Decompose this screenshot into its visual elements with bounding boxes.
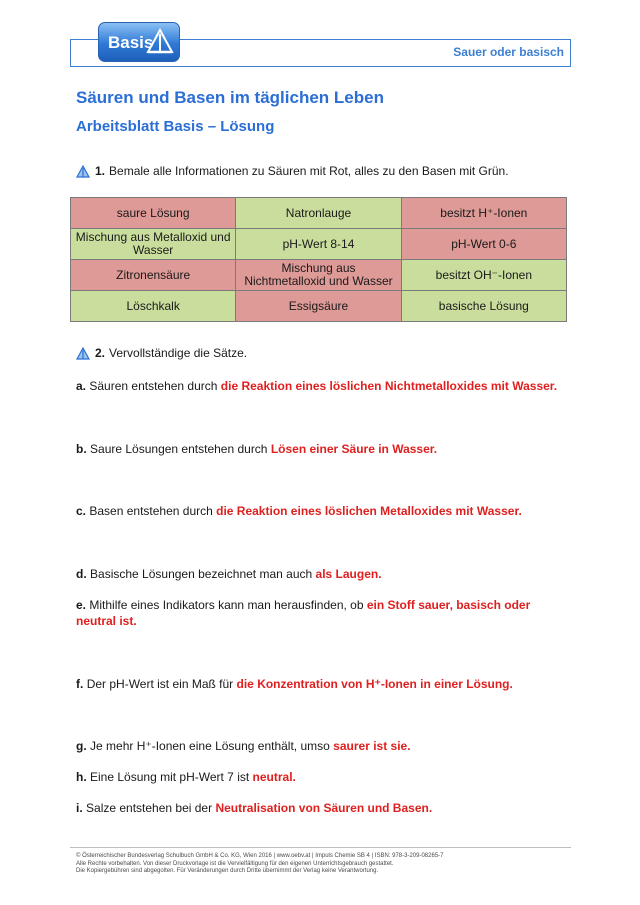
sentence-answer: Neutralisation von Säuren und Basen. (215, 801, 433, 815)
level-triangle-icon (76, 165, 90, 178)
sentence-a (76, 378, 566, 394)
footer-line: Die Kopiergebühren sind abgegolten. Für Veränderungen durch Dritte übernimmt der Verlag keine Verantwortung. (76, 868, 379, 874)
table-cell: basische Lösung (401, 291, 566, 322)
footer-divider (70, 847, 571, 848)
sentence-text: Je mehr H⁺-Ionen eine Lösung enthält, umso (90, 739, 330, 753)
table-cell: Essigsäure (236, 291, 401, 322)
table-cell: Natronlauge (236, 198, 401, 229)
task-1 (76, 164, 509, 178)
sentence-answer: neutral. (252, 770, 296, 784)
sentence-answer: Lösen einer Säure in Wasser. (270, 442, 438, 456)
sentence-h (76, 769, 566, 785)
sentence-label: c. (76, 504, 87, 518)
table-cell: Mischung aus Nichtmetalloxid und Wasser (236, 260, 401, 291)
table-cell: pH-Wert 0-6 (401, 229, 566, 260)
table-row (71, 291, 567, 322)
sentence-answer: die Konzentration von H⁺-Ionen in einer Lösung. (236, 677, 513, 691)
table-cell: Löschkalk (71, 291, 236, 322)
page-subtitle: Arbeitsblatt Basis – Lösung (76, 118, 275, 135)
task-text: Bemale alle Informationen zu Säuren mit Rot, alles zu den Basen mit Grün. (109, 164, 509, 178)
sentence-b (76, 441, 566, 457)
sentence-label: g. (76, 739, 87, 753)
sentence-answer: als Laugen. (315, 567, 382, 581)
footer-line: © Österreichischer Bundesverlag Schulbuch GmbH & Co. KG, Wien 2016 | www.oebv.at | Impuls Chemie SB 4 | ISBN: 978-3-209-08265-7 (76, 853, 444, 859)
sentence-text: Eine Lösung mit pH-Wert 7 ist (90, 770, 250, 784)
header-topic: Sauer oder basisch (453, 45, 564, 59)
sentence-f (76, 676, 566, 692)
sentence-e (76, 597, 546, 629)
table-cell: besitzt OH⁻-Ionen (401, 260, 566, 291)
sentence-label: h. (76, 770, 87, 784)
sentence-label: i. (76, 801, 83, 815)
table-row (71, 260, 567, 291)
sentence-answer: saurer ist sie. (333, 739, 411, 753)
sentence-text: Saure Lösungen entstehen durch (90, 442, 268, 456)
basis-logo (98, 22, 180, 62)
sentence-label: e. (76, 598, 87, 612)
table-row (71, 198, 567, 229)
sentence-text: Mithilfe eines Indikators kann man herausfinden, ob (89, 598, 364, 612)
task-number: 2. (95, 346, 106, 360)
sentence-text: Basen entstehen durch (89, 504, 213, 518)
sentence-label: b. (76, 442, 87, 456)
footer-line: Alle Rechte vorbehalten. Von dieser Druckvorlage ist die Vervielfältigung für den eigenen Unterrichtsgebrauch gestattet. (76, 860, 394, 867)
table-cell: Zitronensäure (71, 260, 236, 291)
sentence-text: Basische Lösungen bezeichnet man auch (90, 567, 313, 581)
page-title: Säuren und Basen im täglichen Leben (76, 88, 384, 107)
task-2 (76, 346, 247, 360)
copyright-footer (76, 853, 596, 876)
level-triangle-icon (76, 347, 90, 360)
sentence-text: Der pH-Wert ist ein Maß für (86, 677, 234, 691)
sentence-text: Säuren entstehen durch (89, 379, 218, 393)
task-number: 1. (95, 164, 106, 178)
level-triangle-icon (146, 28, 174, 56)
logo-text: Basis (108, 33, 154, 52)
sentence-i (76, 800, 566, 816)
sentence-c (76, 503, 566, 519)
sentence-g (76, 738, 566, 754)
sentence-answer: die Reaktion eines löslichen Metalloxides mit Wasser. (216, 504, 522, 518)
sentence-d (76, 566, 566, 582)
table-cell: besitzt H⁺-Ionen (401, 198, 566, 229)
table-row (71, 229, 567, 260)
table-cell: Mischung aus Metalloxid und Wasser (71, 229, 236, 260)
classification-table (70, 197, 567, 322)
sentence-text: Salze entstehen bei der (86, 801, 213, 815)
task-text: Vervollständige die Sätze. (109, 346, 248, 360)
table-cell: pH-Wert 8-14 (236, 229, 401, 260)
sentence-label: f. (76, 677, 84, 691)
table-cell: saure Lösung (71, 198, 236, 229)
sentence-answer: die Reaktion eines löslichen Nichtmetalloxides mit Wasser. (220, 379, 558, 393)
sentence-label: d. (76, 567, 87, 581)
sentence-answer: ein Stoff sauer, basisch oder neutral ist. (76, 598, 531, 628)
sentence-label: a. (76, 379, 87, 393)
